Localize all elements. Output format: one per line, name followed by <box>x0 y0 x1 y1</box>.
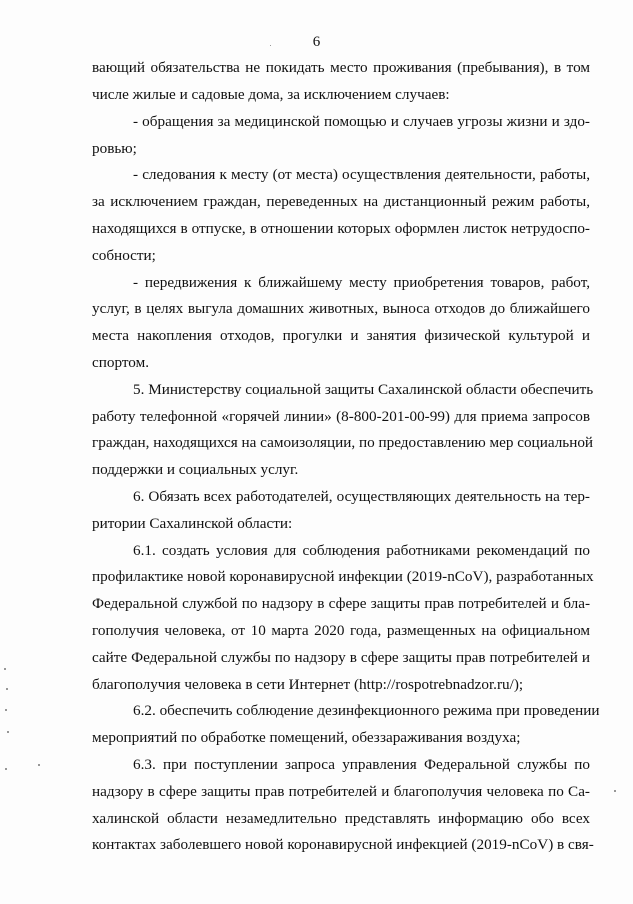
text-line: за исключением граждан, переведенных на дистанционный режим работы, <box>92 193 590 210</box>
scan-speck <box>4 668 6 670</box>
text-line: 6.3. при поступлении запроса управления Федеральной службы по <box>133 756 590 773</box>
text-line: 6.2. обеспечить соблюдение дезинфекционного режима при проведении <box>133 702 600 719</box>
text-line: граждан, находящихся на самоизоляции, по предоставлению мер социальной <box>92 434 594 451</box>
text-line: Федеральной службой по надзору в сфере защиты прав потребителей и бла- <box>92 595 590 612</box>
text-line: мероприятий по обработке помещений, обеззараживания воздуха; <box>92 729 521 746</box>
text-line: собности; <box>92 247 156 264</box>
text-line: числе жилые и садовые дома, за исключением случаев: <box>92 86 450 103</box>
text-line: надзору в сфере защиты прав потребителей и благополучия человека по Са- <box>92 783 590 800</box>
text-line: услуг, в целях выгула домашних животных, выноса отходов до ближайшего <box>92 300 590 317</box>
text-line: халинской области незамедлительно представлять информацию обо всех <box>92 810 590 827</box>
scan-speck <box>7 731 9 733</box>
text-line: контактах заболевшего новой коронавирусной инфекцией (2019-nCoV) в свя- <box>92 836 594 853</box>
text-line: - обращения за медицинской помощью и случаев угрозы жизни и здо- <box>133 113 590 130</box>
text-line: ритории Сахалинской области: <box>92 515 293 532</box>
text-line: находящихся в отпуске, в отношении которых оформлен листок нетрудоспо- <box>92 220 590 237</box>
text-line: поддержки и социальных услуг. <box>92 461 299 478</box>
text-line: спортом. <box>92 354 150 371</box>
scan-speck <box>614 790 616 792</box>
text-line: - передвижения к ближайшему месту приобретения товаров, работ, <box>133 274 590 291</box>
text-line: вающий обязательства не покидать место проживания (пребывания), в том <box>92 59 590 76</box>
scan-speck <box>38 764 40 766</box>
scan-speck <box>5 768 7 770</box>
text-line: гополучия человека, от 10 марта 2020 года, размещенных на официальном <box>92 622 590 639</box>
text-line: работу телефонной «горячей линии» (8-800-201-00-99) для приема запросов <box>92 408 590 425</box>
text-line: - следования к месту (от места) осуществления деятельности, работы, <box>133 166 590 183</box>
text-line: 5. Министерству социальной защиты Сахалинской области обеспечить <box>133 381 594 398</box>
text-line: 6.1. создать условия для соблюдения работниками рекомендаций по <box>133 542 590 559</box>
scan-speck <box>270 45 271 46</box>
scan-speck <box>5 709 7 711</box>
text-line: благополучия человека в сети Интернет (http://rospotrebnadzor.ru/); <box>92 676 524 693</box>
text-line: профилактике новой коронавирусной инфекции (2019-nCoV), разработанных <box>92 568 594 585</box>
text-line: места накопления отходов, прогулки и занятия физической культурой и <box>92 327 590 344</box>
scan-speck <box>6 688 8 690</box>
page-number: 6 <box>312 34 321 50</box>
text-line: сайте Федеральной службы по надзору в сфере защиты прав потребителей и <box>92 649 590 666</box>
text-line: ровью; <box>92 140 137 157</box>
text-line: 6. Обязать всех работодателей, осуществляющих деятельность на тер- <box>133 488 590 505</box>
